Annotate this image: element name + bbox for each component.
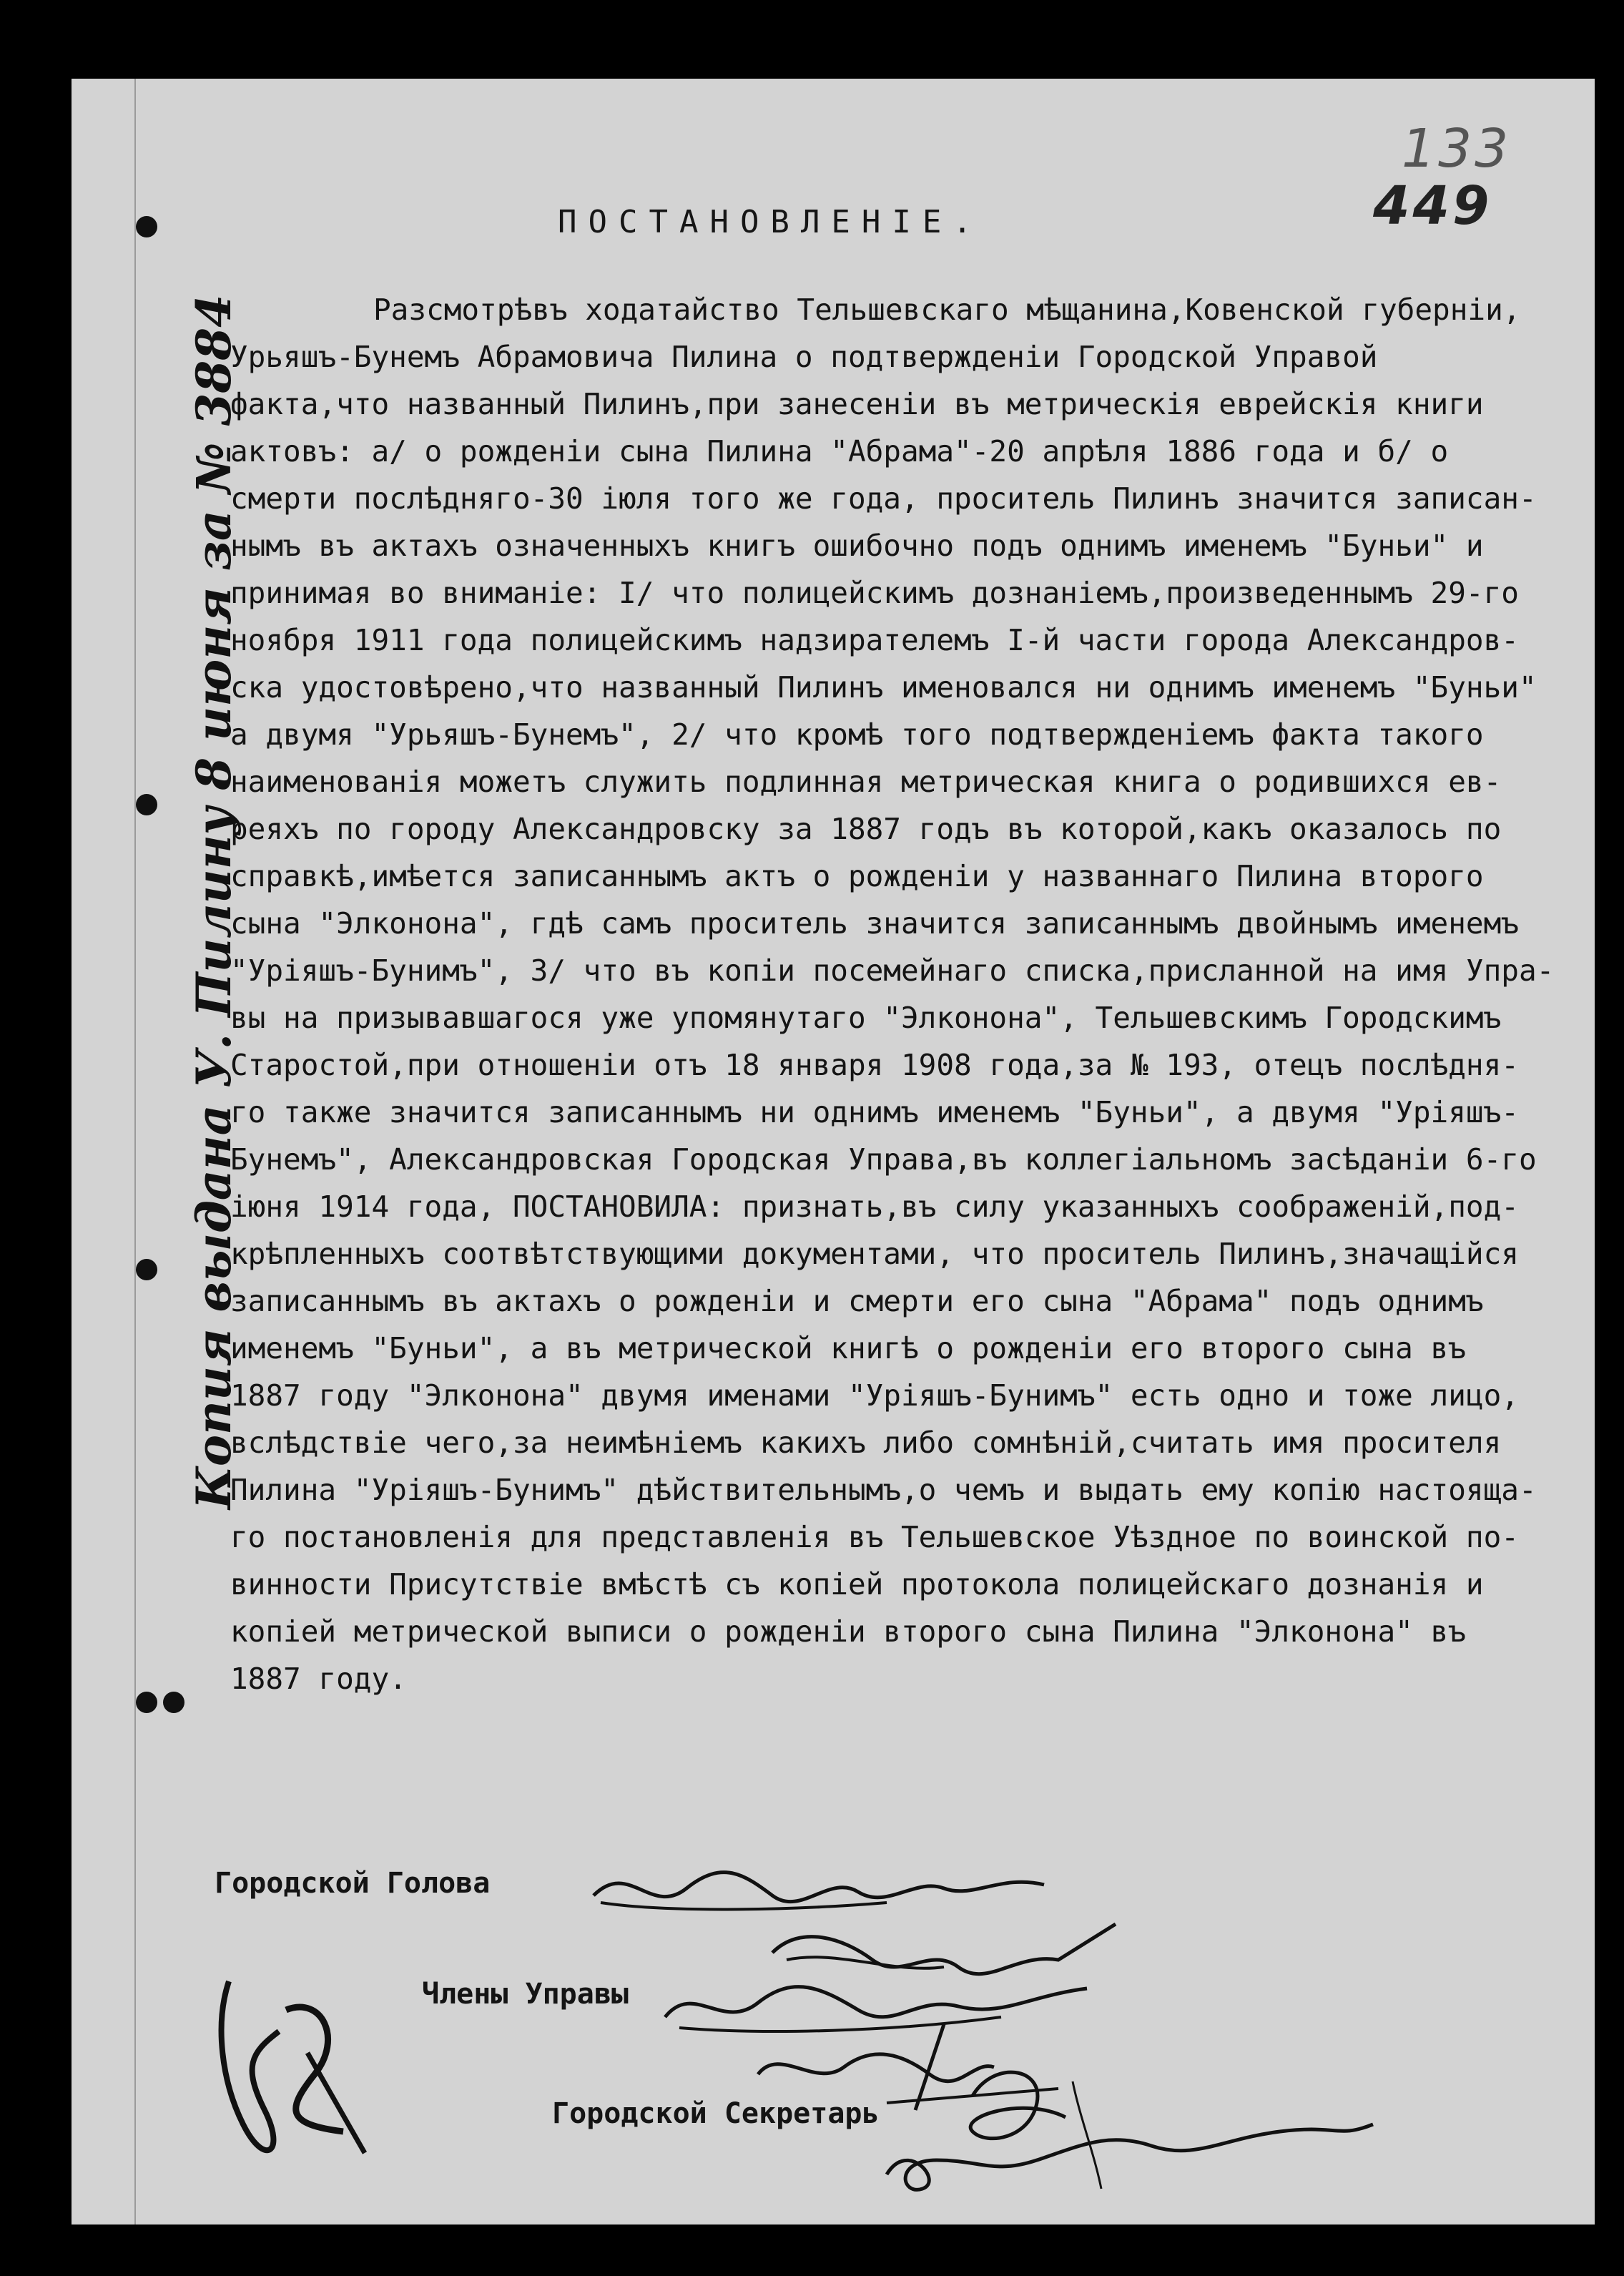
body-line: винности Присутствіе вмѣстѣ съ копіей протокола полицейскаго дознанія и [230, 1567, 1484, 1601]
body-line: "Уріяшъ-Бунимъ", 3/ что въ копіи посемейнаго списка,присланной на имя Упра- [230, 953, 1555, 988]
body-line: 1887 году. [230, 1662, 407, 1696]
board-members-label: Члены Управы [422, 1978, 629, 2011]
punch-hole [136, 216, 157, 237]
body-line: справкѣ,имѣется записаннымъ актъ о рожденіи у названнаго Пилина второго [230, 859, 1484, 893]
body-line: факта,что названный Пилинъ,при занесеніи въ метрическія еврейскія книги [230, 387, 1484, 421]
secretary-label: Городской Секретарь [552, 2097, 880, 2130]
body-line: вслѣдствіе чего,за неимѣніемъ какихъ либо сомнѣній,считать имя просителя [230, 1426, 1502, 1460]
body-line: актовъ: а/ о рожденіи сына Пилина "Абрама"-20 апрѣля 1886 года и б/ о [230, 434, 1449, 469]
punch-hole [136, 794, 157, 815]
body-line: сына "Элконона", гдѣ самъ проситель значится записаннымъ двойнымъ именемъ [230, 906, 1519, 941]
punch-hole [136, 1259, 157, 1280]
punch-hole [136, 1692, 157, 1713]
body-line: іюня 1914 года, ПОСТАНОВИЛА: признать,въ силу указанныхъ соображеній,под- [230, 1189, 1519, 1224]
body-line: наименованія можетъ служить подлинная метрическая книга о родившихся ев- [230, 765, 1502, 799]
body-line: вы на призывавшагося уже упомянутаго "Элконона", Тельшевскимъ Городскимъ [230, 1001, 1502, 1035]
secretary-signature [880, 2053, 1394, 2196]
body-line: го постановленія для представленія въ Тельшевское Уѣздное по воинской по- [230, 1520, 1519, 1554]
body-line: записаннымъ въ актахъ о рожденіи и смерти его сына "Абрама" подъ однимъ [230, 1284, 1484, 1318]
body-line: Старостой,при отношеніи отъ 18 января 1908 года,за № 193, отецъ послѣдня- [230, 1048, 1519, 1082]
archive-sheet-number: 133 [1402, 118, 1512, 180]
document-body [230, 286, 1595, 1702]
body-line: нымъ въ актахъ означенныхъ книгъ ошибочно подъ однимъ именемъ "Буньи" и [230, 529, 1484, 563]
body-line: Пилина "Уріяшъ-Бунимъ" дѣйствительнымъ,о чемъ и выдать ему копію настояща- [230, 1473, 1537, 1507]
document-title: ПОСТАНОВЛЕНІЕ. [558, 204, 983, 240]
body-line: го также значится записаннымъ ни однимъ именемъ "Буньи", а двумя "Уріяшъ- [230, 1095, 1519, 1129]
body-line: Урьяшъ-Бунемъ Абрамовича Пилина о подтвержденіи Городской Управой [230, 340, 1378, 374]
body-line: именемъ "Буньи", а въ метрической книгѣ о рожденіи его второго сына въ [230, 1331, 1466, 1365]
body-line: 1887 году "Элконона" двумя именами "Уріяшъ-Бунимъ" есть одно и тоже лицо, [230, 1378, 1519, 1413]
body-line: ноября 1911 года полицейскимъ надзирателемъ І-й части города Александров- [230, 623, 1519, 657]
initials-mark [200, 1967, 386, 2182]
body-line: крѣпленныхъ соотвѣтствующими документами, что проситель Пилинъ,значащійся [230, 1237, 1519, 1271]
body-line: Разсмотрѣвъ ходатайство Тельшевскаго мѣщанина,Ковенской губерніи, [373, 293, 1521, 327]
body-line: смерти послѣдняго-30 іюля того же года, проситель Пилинъ значится записан- [230, 481, 1537, 516]
body-line: копіей метрической выписи о рожденіи второго сына Пилина "Элконона" въ [230, 1614, 1466, 1649]
document-sheet [72, 79, 1595, 2225]
margin-note: Копия выдана У. Пилину 8 июня за № 3884 [186, 294, 242, 1509]
body-line: реяхъ по городу Александровску за 1887 годъ въ которой,какъ оказалось по [230, 812, 1502, 846]
punch-hole [163, 1692, 184, 1713]
body-line: Бунемъ", Александровская Городская Управа,въ коллегіальномъ засѣданіи 6-го [230, 1142, 1537, 1177]
body-line: ска удостовѣрено,что названный Пилинъ именовался ни однимъ именемъ "Буньи" [230, 670, 1537, 705]
body-line: принимая во вниманіе: І/ что полицейскимъ дознаніемъ,произведеннымъ 29-го [230, 576, 1519, 610]
mayor-label: Городской Голова [215, 1867, 491, 1900]
body-line: а двумя "Урьяшъ-Бунемъ", 2/ что кромѣ того подтвержденіемъ факта такого [230, 717, 1484, 752]
archive-record-number: 449 [1373, 175, 1492, 237]
